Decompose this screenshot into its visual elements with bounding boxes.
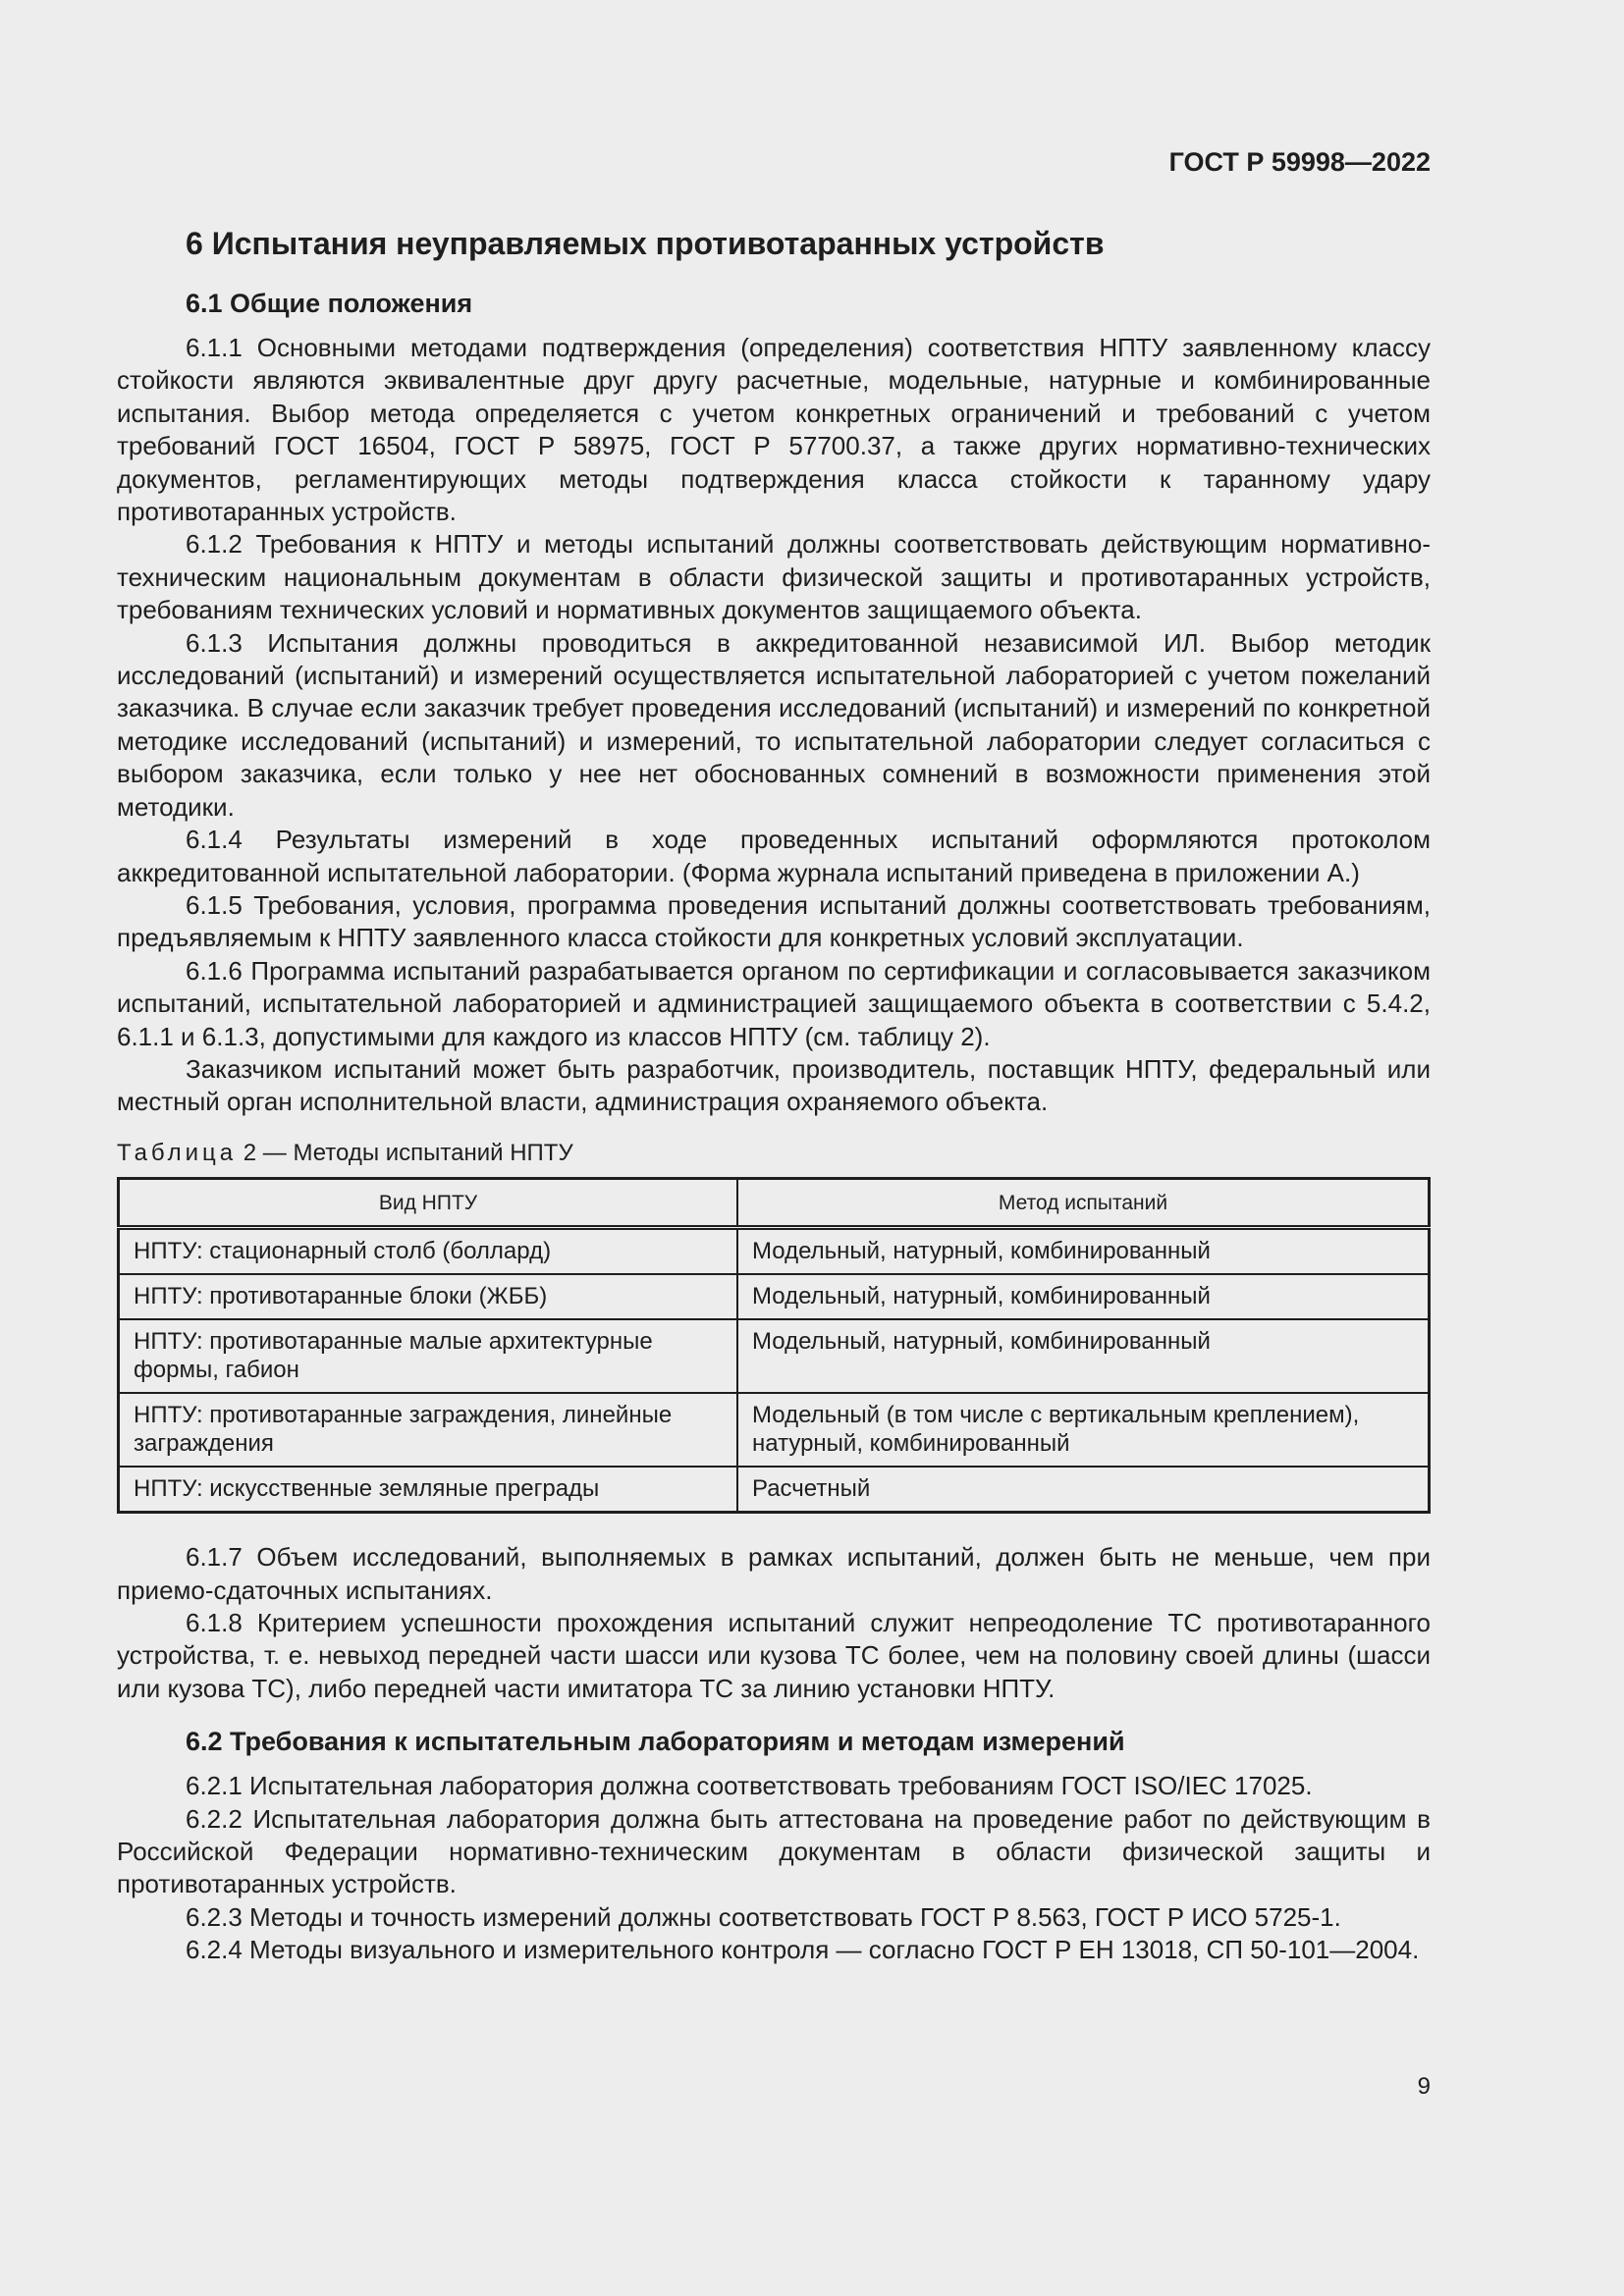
table-cell-method: Модельный, натурный, комбинированный [737, 1319, 1430, 1393]
paragraph-6-1-6: 6.1.6 Программа испытаний разрабатывается органом по сертификации и согласовывается заказчиком испытаний, испытательной лабораторией и администрацией защищаемого объекта в соответствии с 5.4.2, 6.1.1 и 6.1.3, допустимыми для каждого из классов НПТУ (см. таблицу 2). [117, 955, 1431, 1051]
table-row [119, 1274, 1430, 1319]
subsection-title-6-1: 6.1 Общие положения [186, 289, 473, 318]
paragraph-6-2-3: 6.2.3 Методы и точность измерений должны соответствовать ГОСТ Р 8.563, ГОСТ Р ИСО 5725-1. [186, 1901, 1341, 1932]
table-header-row [119, 1179, 1430, 1228]
table-row [119, 1467, 1430, 1513]
table-cell-method: Модельный (в том числе с вертикальным креплением), натурный, комбинированный [737, 1393, 1430, 1467]
document-body [117, 224, 1431, 1967]
after-table-block [117, 1541, 1431, 1705]
table-cell-type: НПТУ: противотаранные заграждения, линейные заграждения [119, 1393, 738, 1467]
table-cell-method: Модельный, натурный, комбинированный [737, 1274, 1430, 1319]
table-cell-type: НПТУ: стационарный столб (боллард) [119, 1228, 738, 1275]
paragraph-customer: Заказчиком испытаний может быть разработчик, производитель, поставщик НПТУ, федеральный или местный орган исполнительной власти, администрация охраняемого объекта. [117, 1053, 1431, 1117]
paragraph-6-1-3: 6.1.3 Испытания должны проводиться в аккредитованной независимой ИЛ. Выбор методик исследований (испытаний) и измерений осуществляется испытательной лабораторией с учетом пожеланий заказчика. В случае если заказчик требует проведения исследований (испытаний) и измерений по конкретной методике исследований (испытаний) и измерений, то испытательной лаборатории следует согласиться с выбором заказчика, если только у нее нет обоснованных сомнений в возможности применения этой методики. [117, 627, 1431, 822]
methods-table [117, 1177, 1431, 1514]
document-code: ГОСТ Р 59998—2022 [1168, 147, 1431, 177]
paragraph-6-2-2: 6.2.2 Испытательная лаборатория должна быть аттестована на проведение работ по действующим в Российской Федерации нормативно-техническим документам в области физической защиты и противотаранных устройств. [117, 1803, 1431, 1899]
table-cell-type: НПТУ: противотаранные блоки (ЖББ) [119, 1274, 738, 1319]
table-cell-method: Модельный, натурный, комбинированный [737, 1228, 1430, 1275]
table-row [119, 1393, 1430, 1467]
table-cell-type: НПТУ: противотаранные малые архитектурные формы, габион [119, 1319, 738, 1393]
table-caption [117, 1137, 1431, 1169]
paragraph-6-1-7: 6.1.7 Объем исследований, выполняемых в рамках испытаний, должен быть не меньше, чем при приемо-сдаточных испытаниях. [117, 1542, 1431, 1605]
subsection-6-2 [117, 1725, 1431, 1966]
paragraph-6-2-1: 6.2.1 Испытательная лаборатория должна соответствовать требованиям ГОСТ ISO/IEC 17025. [186, 1771, 1313, 1801]
paragraph-6-1-8: 6.1.8 Критерием успешности прохождения испытаний служит непреодоление ТС противотаранного устройства, т. е. невыход передней части шасси или кузова ТС более, чем на половину своей длины (шасси или кузова ТС), либо передней части имитатора ТС за линию установки НПТУ. [117, 1607, 1431, 1703]
table-cell-type: НПТУ: искусственные земляные преграды [119, 1467, 738, 1513]
table-header-cell: Метод испытаний [737, 1179, 1430, 1228]
page-number: 9 [1417, 2073, 1431, 2100]
paragraph-6-1-4: 6.1.4 Результаты измерений в ходе проведенных испытаний оформляются протоколом аккредитованной испытательной лаборатории. (Форма журнала испытаний приведена в приложении А.) [117, 825, 1431, 887]
paragraph-6-1-2: 6.1.2 Требования к НПТУ и методы испытаний должны соответствовать действующим нормативно-техническим национальным документам в области физической защиты и противотаранных устройств, требованиям технических условий и нормативных документов защищаемого объекта. [117, 529, 1431, 625]
section-title: 6 Испытания неуправляемых противотаранных устройств [186, 226, 1105, 261]
table-header-cell: Вид НПТУ [119, 1179, 738, 1228]
paragraph-6-2-4: 6.2.4 Методы визуального и измерительного контроля — согласно ГОСТ Р ЕН 13018, СП 50-101—2004. [186, 1935, 1420, 1965]
table-caption-word: Таблица [117, 1139, 238, 1166]
table-row [119, 1228, 1430, 1275]
subsection-title-6-2: 6.2 Требования к испытательным лабораториям и методам измерений [186, 1727, 1125, 1757]
paragraph-6-1-1: 6.1.1 Основными методами подтверждения (определения) соответствия НПТУ заявленному классу стойкости являются эквивалентные друг другу расчетные, модельные, натурные и комбинированные испытания. Выбор метода определяется с учетом конкретных ограничений и требований с учетом требований ГОСТ 16504, ГОСТ Р 58975, ГОСТ Р 57700.37, а также других нормативно-технических документов, регламентирующих методы подтверждения класса стойкости к таранному удару противотаранных устройств. [117, 333, 1431, 527]
table-caption-text: 2 — Методы испытаний НПТУ [243, 1139, 573, 1166]
paragraph-6-1-5: 6.1.5 Требования, условия, программа проведения испытаний должны соответствовать требованиям, предъявляемым к НПТУ заявленного класса стойкости для конкретных условий эксплуатации. [117, 889, 1431, 953]
table-row [119, 1319, 1430, 1393]
table-cell-method: Расчетный [737, 1467, 1430, 1513]
